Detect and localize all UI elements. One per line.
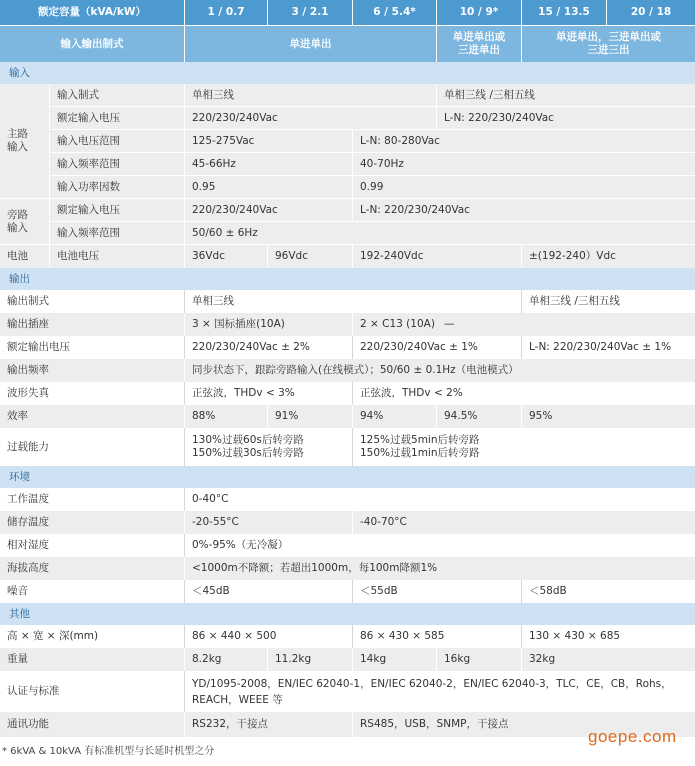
comm-label: 通讯功能 xyxy=(0,712,185,737)
output-freq-v1: 同步状态下，跟踪旁路输入(在线模式）；50/60 ± 0.1Hz（电池模式） xyxy=(192,364,519,376)
altitude-v1: <1000m不降额；若超出1000m，每100m降额1% xyxy=(192,562,438,574)
io-mode-row xyxy=(0,26,695,62)
io-mode-label: 输入输出制式 xyxy=(0,26,185,62)
altitude-row xyxy=(0,557,695,580)
output-freq-label: 输出频率 xyxy=(0,359,185,382)
section-environment-title: 环境 xyxy=(9,470,30,483)
output-efficiency-v3: 94% xyxy=(353,405,437,428)
input-voltage-label: 额定输入电压 xyxy=(50,107,185,129)
output-efficiency-v5: 95% xyxy=(529,410,553,422)
io-mode-single: 单进单出 xyxy=(185,26,437,62)
output-waveform-label: 波形失真 xyxy=(0,382,185,405)
battery-row xyxy=(0,245,695,268)
output-efficiency-v2: 91% xyxy=(268,405,353,428)
watermark: goepe.com xyxy=(588,727,677,746)
output-efficiency-row xyxy=(0,405,695,428)
output-voltage-v1: 220/230/240Vac ± 2% xyxy=(185,336,353,359)
model-20: 20 / 18 xyxy=(630,6,672,18)
comm-v2: RS485，USB，SNMP，干接点 xyxy=(360,718,509,730)
input-freq-row xyxy=(50,153,695,175)
main-input-label: 主路 输入 xyxy=(0,84,50,198)
weight-label: 重量 xyxy=(0,648,185,671)
weight-v1: 8.2kg xyxy=(185,648,268,671)
cert-v1: YD/1095-2008，EN/IEC 62040-1，EN/IEC 62040-2，EN/IEC 62040-3，TLC，CE，CB，Rohs， REACH，WEEE 等 xyxy=(192,677,672,706)
io-mode-10: 单进单出或 三进单出 xyxy=(437,26,522,62)
weight-v4: 16kg xyxy=(437,648,522,671)
weight-v2: 11.2kg xyxy=(268,648,353,671)
input-pf-v1: 0.95 xyxy=(185,176,353,198)
output-mode-label: 输出制式 xyxy=(0,290,185,313)
output-voltage-row xyxy=(0,336,695,359)
noise-v3: ＜58dB xyxy=(529,585,567,597)
output-socket-v1: 3 × 国标插座(10A) xyxy=(185,313,353,336)
noise-label: 噪音 xyxy=(0,580,185,603)
dimensions-row xyxy=(0,625,695,648)
output-overload-v2: 125%过载5min后转旁路 150%过载1min后转旁路 xyxy=(360,434,480,459)
bypass-input-label: 旁路 输入 xyxy=(0,199,50,244)
humidity-label: 相对湿度 xyxy=(0,534,185,557)
dimensions-v2: 86 × 430 × 585 xyxy=(353,625,522,648)
bypass-voltage-row xyxy=(50,199,695,221)
op-temp-label: 工作温度 xyxy=(0,488,185,511)
section-other-title: 其他 xyxy=(9,607,30,620)
input-pf-label: 输入功率因数 xyxy=(50,176,185,198)
model-6: 6 / 5.4* xyxy=(353,0,437,25)
noise-v2: ＜55dB xyxy=(353,580,522,603)
input-freq-label: 输入频率范围 xyxy=(50,153,185,175)
output-voltage-label: 额定输出电压 xyxy=(0,336,185,359)
output-mode-v1: 单相三线 xyxy=(185,290,522,313)
input-freq-v2: 40-70Hz xyxy=(360,157,404,170)
storage-temp-v2: -40-70°C xyxy=(360,516,407,528)
output-waveform-v1: 正弦波，THDv < 3% xyxy=(185,382,353,405)
section-input-title: 输入 xyxy=(9,66,30,79)
input-voltage-v1: 220/230/240Vac xyxy=(185,107,437,129)
dimensions-v3: 130 × 430 × 685 xyxy=(529,630,621,642)
weight-v5: 32kg xyxy=(529,653,556,665)
input-voltage-row xyxy=(50,107,695,129)
output-overload-label: 过载能力 xyxy=(0,428,185,466)
output-socket-v2: 2 × C13 (10A) xyxy=(360,318,435,330)
storage-temp-label: 储存温度 xyxy=(0,511,185,534)
output-voltage-v2: 220/230/240Vac ± 1% xyxy=(353,336,522,359)
section-other xyxy=(0,603,695,625)
humidity-v1: 0%-95%（无冷凝） xyxy=(192,539,289,551)
battery-label: 电池 xyxy=(0,245,50,268)
noise-row xyxy=(0,580,695,603)
footnote: * 6kVA & 10kVA 有标准机型与长延时机型之分 xyxy=(2,746,215,757)
battery-v4: ±(192-240）Vdc xyxy=(529,250,616,262)
output-socket-row xyxy=(0,313,695,336)
output-mode-v2: 单相三线 /三相五线 xyxy=(529,295,620,307)
output-voltage-v3: L-N: 220/230/240Vac ± 1% xyxy=(529,341,672,353)
bypass-voltage-label: 额定输入电压 xyxy=(50,199,185,221)
op-temp-v1: 0-40°C xyxy=(192,493,229,505)
battery-v3: 192-240Vdc xyxy=(353,245,522,268)
model-10: 10 / 9* xyxy=(437,0,522,25)
op-temp-row xyxy=(0,488,695,511)
section-input xyxy=(0,62,695,84)
input-range-row xyxy=(50,130,695,152)
battery-voltage-label: 电池电压 xyxy=(50,245,185,268)
output-overload-v1: 130%过载60s后转旁路 150%过载30s后转旁路 xyxy=(185,428,353,466)
input-mode-row xyxy=(50,84,695,106)
bypass-freq-row xyxy=(50,222,695,244)
model-15: 15 / 13.5 xyxy=(522,0,607,25)
cert-label: 认证与标准 xyxy=(0,671,185,712)
output-waveform-row xyxy=(0,382,695,405)
humidity-row xyxy=(0,534,695,557)
input-pf-row xyxy=(50,176,695,198)
output-socket-v3: — xyxy=(444,318,455,330)
output-freq-row xyxy=(0,359,695,382)
section-output-title: 输出 xyxy=(9,272,30,285)
weight-row xyxy=(0,648,695,671)
weight-v3: 14kg xyxy=(353,648,437,671)
output-efficiency-v4: 94.5% xyxy=(437,405,522,428)
storage-temp-row xyxy=(0,511,695,534)
input-range-label: 输入电压范围 xyxy=(50,130,185,152)
noise-v1: ＜45dB xyxy=(185,580,353,603)
bypass-freq-v1: 50/60 ± 6Hz xyxy=(192,226,258,239)
bypass-voltage-v1: 220/230/240Vac xyxy=(185,199,353,221)
output-socket-label: 输出插座 xyxy=(0,313,185,336)
model-3: 3 / 2.1 xyxy=(268,0,353,25)
output-waveform-v2: 正弦波，THDv < 2% xyxy=(360,387,463,399)
input-pf-v2: 0.99 xyxy=(360,180,384,193)
comm-v1: RS232，干接点 xyxy=(185,712,353,737)
bypass-freq-label: 输入频率范围 xyxy=(50,222,185,244)
altitude-label: 海拔高度 xyxy=(0,557,185,580)
input-mode-label: 输入制式 xyxy=(50,84,185,106)
output-mode-row xyxy=(0,290,695,313)
battery-v1: 36Vdc xyxy=(185,245,268,268)
output-efficiency-label: 效率 xyxy=(0,405,185,428)
storage-temp-v1: -20-55°C xyxy=(185,511,353,534)
battery-v2: 96Vdc xyxy=(268,245,353,268)
section-environment xyxy=(0,466,695,488)
input-freq-v1: 45-66Hz xyxy=(185,153,353,175)
section-output xyxy=(0,268,695,290)
capacity-header-row xyxy=(0,0,695,25)
input-range-v1: 125-275Vac xyxy=(185,130,353,152)
input-range-v2: L-N: 80-280Vac xyxy=(360,134,440,147)
cert-row xyxy=(0,671,695,712)
input-voltage-v2: L-N: 220/230/240Vac xyxy=(444,111,554,124)
output-overload-row xyxy=(0,428,695,466)
input-mode-v2: 单相三线 /三相五线 xyxy=(444,88,535,101)
output-efficiency-v1: 88% xyxy=(185,405,268,428)
capacity-label: 额定容量（kVA/kW） xyxy=(0,0,185,25)
input-mode-v1: 单相三线 xyxy=(185,84,437,106)
bypass-voltage-v2: L-N: 220/230/240Vac xyxy=(360,203,470,216)
dimensions-label: 高 × 宽 × 深(mm) xyxy=(0,625,185,648)
io-mode-15-20: 单进单出，三进单出或 三进三出 xyxy=(556,31,661,56)
dimensions-v1: 86 × 440 × 500 xyxy=(185,625,353,648)
model-1: 1 / 0.7 xyxy=(185,0,268,25)
